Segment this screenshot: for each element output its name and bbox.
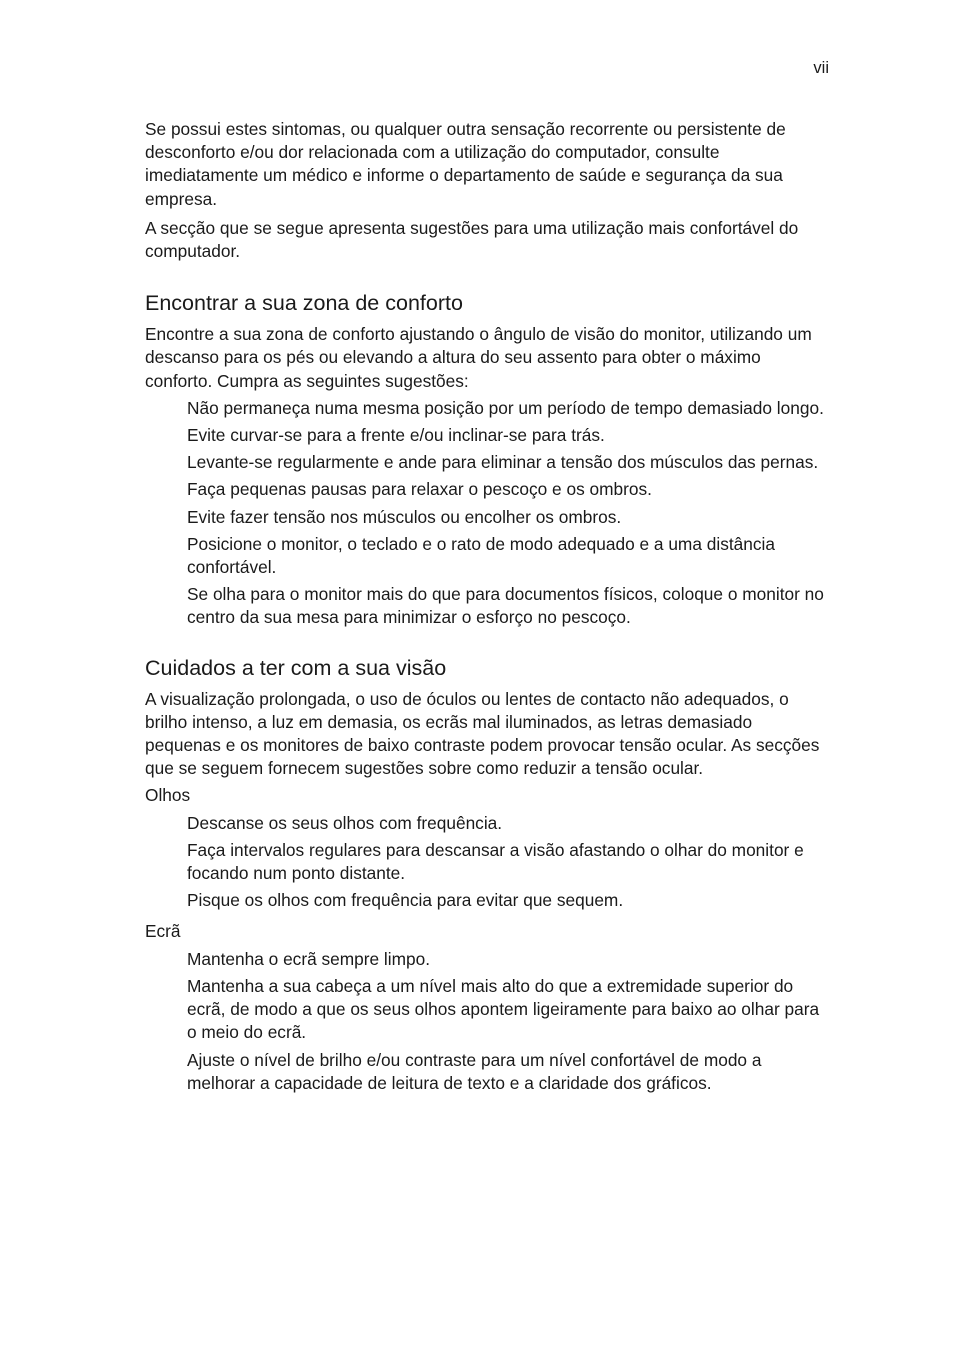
list-item: Evite curvar-se para a frente e/ou inclinar-se para trás. (187, 425, 605, 446)
list-item: Posicione o monitor, o teclado e o rato de modo adequado e a uma distância confortável. (187, 533, 775, 578)
screen-list (145, 948, 831, 1095)
list-item: Faça pequenas pausas para relaxar o pescoço e os ombros. (187, 479, 652, 500)
list-item: Faça intervalos regulares para descansar a visão afastando o olhar do monitor e focando num ponto distante. (187, 839, 804, 884)
list-item: Não permaneça numa mesma posição por um período de tempo demasiado longo. (187, 397, 824, 418)
subsection-label-eyes: Olhos (145, 785, 191, 806)
list-item: Mantenha o ecrã sempre limpo. (187, 948, 431, 969)
list-item: Se olha para o monitor mais do que para documentos físicos, coloque o monitor no centro da sua mesa para minimizar o esforço no pescoço. (187, 584, 824, 628)
vision-intro: A visualização prolongada, o uso de óculos ou lentes de contacto não adequados, o brilho intenso, a luz em demasia, os ecrãs mal iluminados, as letras demasiado pequenas e os monitores de baixo contraste podem provocar tensão ocular. As secções que se seguem fornecem sugestões sobre como reduzir a tensão ocular. (145, 688, 820, 779)
intro-paragraph: Se possui estes sintomas, ou qualquer outra sensação recorrente ou persistente de desconforto e/ou dor relacionada com a utilização do computador, consulte imediatamente um médico e informe o departamento de saúde e segurança da sua empresa. (145, 119, 786, 209)
list-item: Descanse os seus olhos com frequência. (187, 812, 503, 833)
list-item: Evite fazer tensão nos músculos ou encolher os ombros. (187, 506, 622, 527)
page-content (145, 118, 831, 1099)
intro-paragraph: A secção que se segue apresenta sugestões para uma utilização mais confortável do computador. (145, 217, 799, 262)
subsection-label-screen: Ecrã (145, 921, 181, 942)
list-item: Pisque os olhos com frequência para evitar que sequem. (187, 890, 624, 911)
page-number: vii (813, 59, 829, 77)
list-item: Ajuste o nível de brilho e/ou contraste para um nível confortável de modo a melhorar a capacidade de leitura de texto e a claridade dos gráficos. (187, 1049, 762, 1093)
comfort-zone-list (145, 397, 831, 630)
comfort-zone-intro: Encontre a sua zona de conforto ajustando o ângulo de visão do monitor, utilizando um descanso para os pés ou elevando a altura do seu assento para obter o máximo conforto. Cumpra as seguintes sugestões: (145, 324, 812, 391)
list-item: Mantenha a sua cabeça a um nível mais alto do que a extremidade superior do ecrã, de modo a que os seus olhos apontem ligeiramente para baixo ao olhar para o meio do ecrã. (187, 975, 820, 1043)
list-item: Levante-se regularmente e ande para eliminar a tensão dos músculos das pernas. (187, 452, 819, 473)
section-heading-vision: Cuidados a ter com a sua visão (145, 655, 447, 680)
eyes-list (145, 812, 831, 913)
section-heading-comfort-zone: Encontrar a sua zona de conforto (145, 291, 463, 316)
